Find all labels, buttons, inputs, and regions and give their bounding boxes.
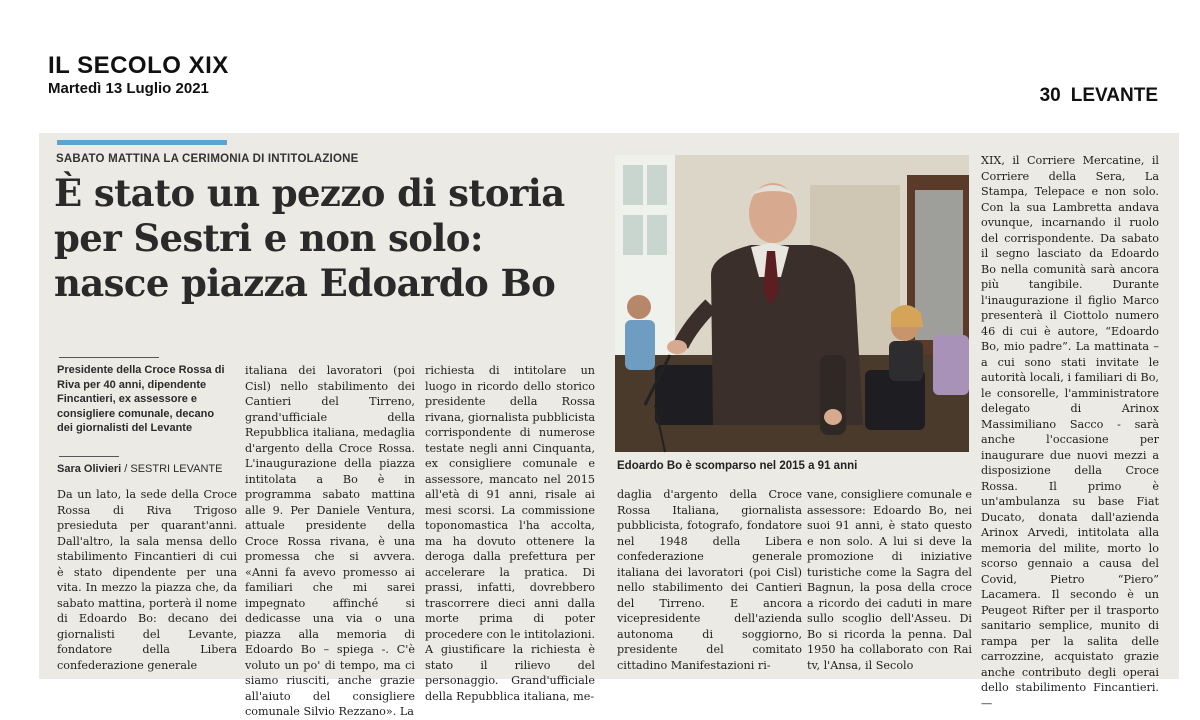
headline-line: per Sestri e non solo: [54, 216, 483, 260]
byline-location: / SESTRI LEVANTE [121, 463, 223, 475]
article-column-2: italiana dei lavoratori (poi Cisl) nello stabilimento dei Cantieri del Tirreno, grand'ufficiale della Repubblica italiana, medaglia d'argento della Croce Rossa. L'inaugurazione della piazza intitolata a Bo è in programma sabato mattina alle 9. Per Daniele Ventura, attuale presidente della Croce Rossa rivana, è una promessa che si avvera. «Anni fa avevo promesso ai familiari che mi sarei impegnato affinché si dedicasse una via o una piazza alla memoria di Edoardo Bo – spiega -. C'è voluto un po' di tempo, ma ci siamo riusciti, anche grazie all'aiuto del consigliere comunale Silvio Rezzano». La [245, 364, 415, 718]
article-column-6: XIX, il Corriere Mercatine, il Corriere della Sera, La Stampa, Telepace e non solo. Con la sua Lambretta andava ovunque, incarnando il ruolo del corrispondente. Da sabato il segno lasciato da Edoardo Bo nella comunità sarà ancora più tangibile. Durante l'inaugurazione il figlio Marco presenterà il Ciottolo numero 46 di cui è autore, “Edoardo Bo, mio padre”. La mattinata – a cui sono stati invitate le autorità locali, i familiari di Bo, le consorelle, l'amministratore delegato di Arinox Massimiliano Sacco - sarà anche l'occasione per inaugurare due nuovi mezzi a disposizione della Croce Rossa. Il primo è un'ambulanza su base Fiat Ducato, donata dall'azienda Arinox Arvedi, intitolata alla memoria del milite, morto lo scorso gennaio a causa del Covid, Pietro “Piero” Lacamera. Il secondo è un Peugeot Rifter per il trasporto sanitario semplice, munito di rampa per la salita delle carrozzine, acquistato grazie anche contributo degli operai dello stabilimento Fincantieri. — [981, 154, 1159, 710]
headline-line: È stato un pezzo di storia [54, 171, 565, 215]
article-column-3: richiesta di intitolare un luogo in ricordo dello storico presidente della Rossa rivana, giornalista pubblicista corrispondente di numerose testate negli anni Cinquanta, ex consigliere comunale e assessore, mancato nel 2015 all'età di 91 anni, risale ai mesi scorsi. La commissione toponomastica l'ha accolta, ma ha dovuto ottenere la deroga dalla prefettura per accelerare la pratica. Di prassi, infatti, dovrebbero trascorrere dieci anni dalla morte prima di poter procedere con le intitolazioni. A giustificare la richiesta è stato il rilievo del personaggio. Grand'ufficiale della Repubblica italiana, me- [425, 364, 595, 703]
summary-divider [59, 357, 159, 358]
photo-caption: Edoardo Bo è scomparso nel 2015 a 91 anni [617, 460, 858, 472]
byline-author: Sara Olivieri [57, 463, 122, 475]
newspaper-date: Martedì 13 Luglio 2021 [48, 80, 209, 97]
photo-illustration [615, 155, 969, 452]
article-kicker: SABATO MATTINA LA CERIMONIA DI INTITOLAZIONE [56, 153, 359, 165]
page-number: 30 [1039, 85, 1061, 106]
article-column-1: Da un lato, la sede della Croce Rossa di Riva Trigoso presieduta per quarant'anni. Dall'altro, la sala mensa dello stabilimento Fincantieri di cui è stato dipendente per una vita. In mezzo la piazza che, da sabato mattina, porterà il nome di Edoardo Bo: decano dei giornalisti del Levante, fondatore della Libera confederazione generale [57, 488, 237, 672]
article-column-5: vane, consigliere comunale e assessore: Edoardo Bo, nei suoi 91 anni, è stato questo e non solo. A lui si deve la promozione di iniziative turistiche come la Sagra del Bagnun, la posa della croce a ricordo dei caduti in mare sullo scoglio dell'Asseu. Di Bo si ricorda la penna. Dal 1950 ha collaborato con Rai tv, l'Ansa, il Secolo [807, 488, 972, 672]
article-summary: Presidente della Croce Rossa di Riva per 40 anni, dipendente Fincantieri, ex assessore e consigliere comunale, decano dei giornalisti del Levante [57, 364, 225, 434]
article-column-4: daglia d'argento della Croce Rossa Italiana, giornalista pubblicista, fotografo, fondatore nel 1948 della Libera confederazione generale italiana dei lavoratori (poi Cisl) nello stabilimento dei Cantieri del Tirreno. E ancora vicepresidente dell'azienda autonoma di soggiorno, presidente del comitato cittadino Manifestazioni ri- [617, 488, 802, 672]
article-clipping [39, 133, 1179, 718]
newspaper-title: IL SECOLO XIX [48, 52, 229, 79]
article-byline [57, 463, 223, 475]
byline-divider [59, 456, 119, 457]
section-name: LEVANTE [1070, 85, 1158, 106]
headline-line: nasce piazza Edoardo Bo [54, 261, 556, 305]
article-photo [615, 155, 969, 452]
article-headline [54, 171, 654, 306]
page-header [1030, 85, 1158, 107]
kicker-accent-bar [57, 140, 227, 145]
